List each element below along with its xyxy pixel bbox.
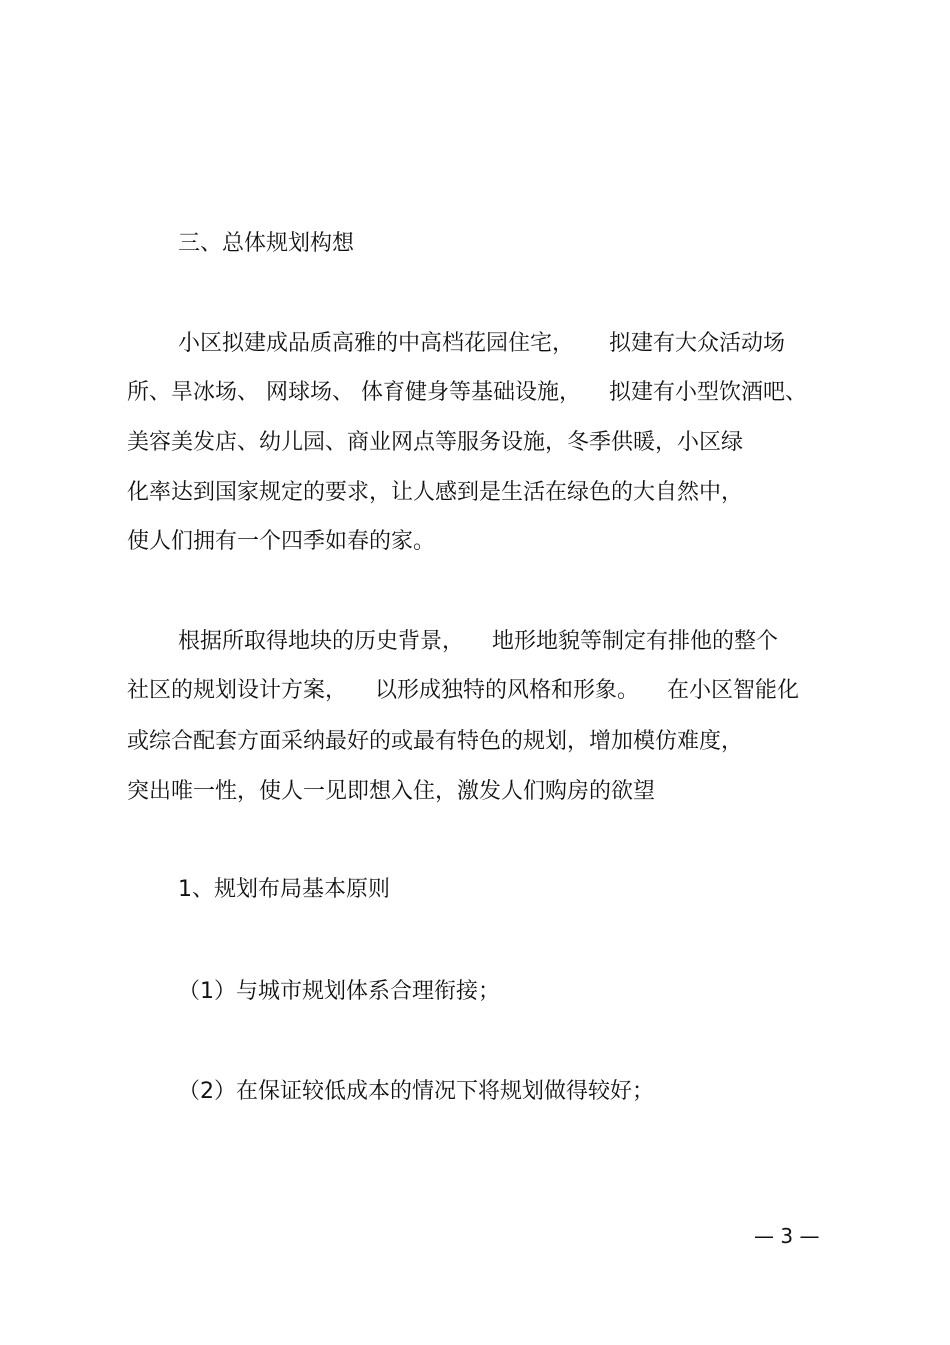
paragraph-1-line-4: 化率达到国家规定的要求，让人感到是生活在绿色的大自然中， [127,480,744,505]
paragraph-2-line-4: 突出唯一性，使人一见即想入住，激发人们购房的欲望 [127,779,656,804]
page-number: — 3 — [754,1224,820,1248]
paragraph-2-line-2: 社区的规划设计方案， 以形成独特的风格和形象。 在小区智能化 [127,678,799,703]
subheading: 1、规划布局基本原则 [178,877,390,902]
paragraph-1-line-3: 美容美发店、幼儿园、商业网点等服务设施，冬季供暖，小区绿 [127,430,744,455]
list-item-2: （2）在保证较低成本的情况下将规划做得较好； [178,1079,654,1104]
paragraph-2-line-3: 或综合配套方面采纳最好的或最有特色的规划，增加模仿难度， [127,729,744,754]
paragraph-1-line-1: 小区拟建成品质高雅的中高档花园住宅， 拟建有大众活动场 [178,331,785,356]
paragraph-1-line-5: 使人们拥有一个四季如春的家。 [127,529,436,554]
section-heading: 三、总体规划构想 [178,231,355,256]
paragraph-2-line-1: 根据所取得地块的历史背景， 地形地貌等制定有排他的整个 [178,629,778,654]
paragraph-1-line-2: 所、旱冰场、 网球场、 体育健身等基础设施， 拟建有小型饮酒吧、 [127,380,807,405]
list-item-1: （1）与城市规划体系合理衔接； [178,979,500,1004]
